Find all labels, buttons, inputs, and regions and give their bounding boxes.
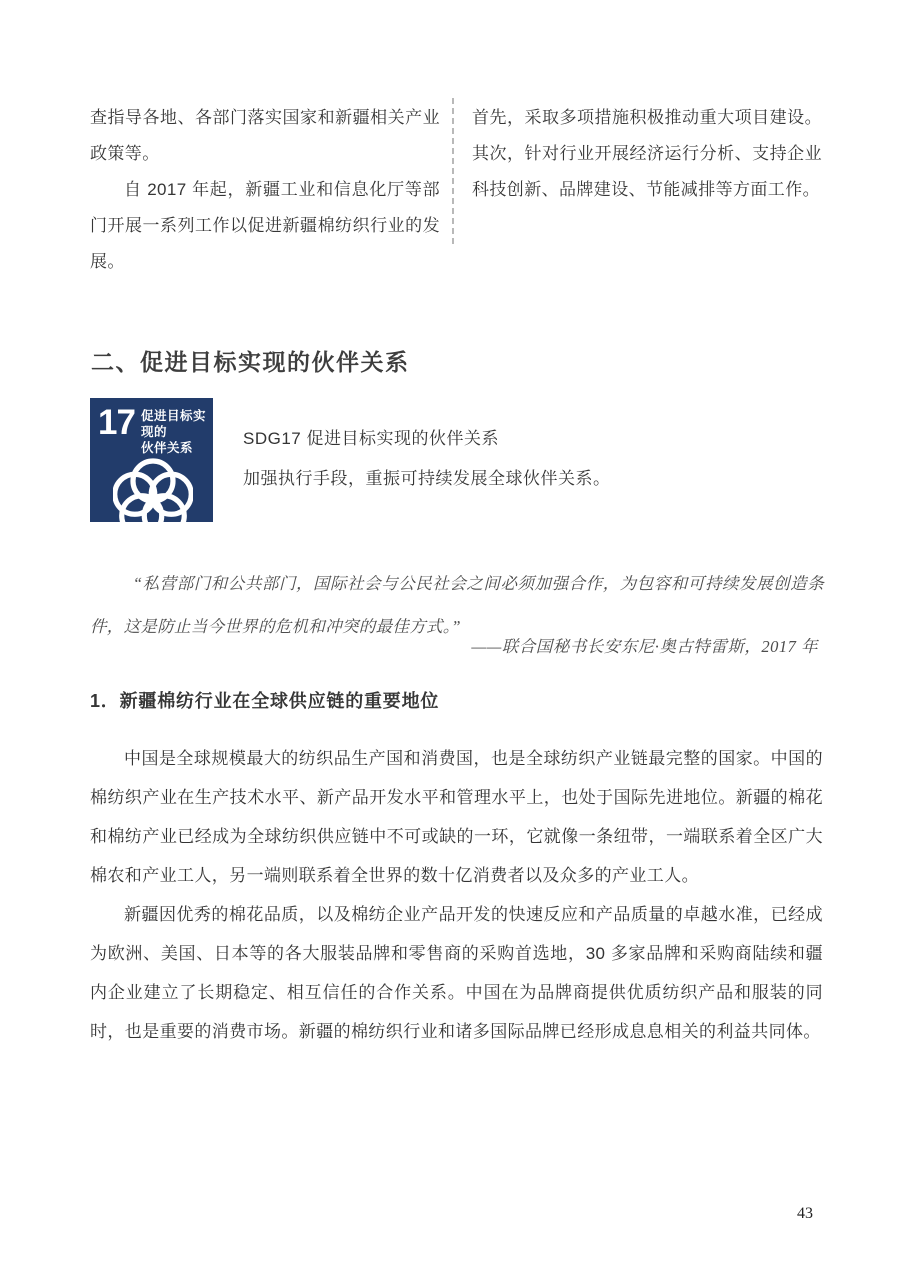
right-column-paragraph-1: 首先，采取多项措施积极推动重大项目建设。其次，针对行业开展经济运行分析、支持企业科技创新、品牌建设、节能减排等方面工作。 xyxy=(472,108,822,199)
subsection-body xyxy=(90,739,823,1051)
sdg17-badge-header xyxy=(98,405,208,456)
section-heading: 二、促进目标实现的伙伴关系 xyxy=(91,349,410,375)
top-right-column xyxy=(472,100,822,208)
page-number: 43 xyxy=(797,1205,813,1222)
left-column-paragraph-1: 查指导各地、各部门落实国家和新疆相关产业政策等。 xyxy=(90,108,440,163)
body-paragraph-1: 中国是全球规模最大的纺织品生产国和消费国，也是全球纺织产业链最完整的国家。中国的棉纺织产业在生产技术水平、新产品开发水平和管理水平上，也处于国际先进地位。新疆的棉花和棉纺产业已经成为全球纺织供应链中不可或缺的一环，它就像一条纽带，一端联系着全区广大棉农和产业工人，另一端则联系着全世界的数十亿消费者以及众多的产业工人。 xyxy=(90,749,823,885)
quote-attribution: ——联合国秘书长安东尼·奥古特雷斯，2017 年 xyxy=(471,637,818,656)
quote-text: “私营部门和公共部门，国际社会与公民社会之间必须加强合作，为包容和可持续发展创造条件，这是防止当今世界的危机和冲突的最佳方式。” xyxy=(90,574,824,636)
sdg17-badge xyxy=(90,398,213,522)
left-column-paragraph-2: 自 2017 年起，新疆工业和信息化厅等部门开展一系列工作以促进新疆棉纺织行业的发展。 xyxy=(90,180,440,271)
sdg17-interlocking-circles-icon xyxy=(113,457,193,537)
sdg17-number: 17 xyxy=(98,403,135,442)
top-left-column xyxy=(90,100,440,280)
sdg17-badge-label-line1: 促进目标实现的 xyxy=(140,409,206,439)
sdg17-badge-label-line2: 伙伴关系 xyxy=(140,441,193,455)
sdg17-title: SDG17 促进目标实现的伙伴关系 xyxy=(243,429,499,448)
sdg17-subtitle: 加强执行手段，重振可持续发展全球伙伴关系。 xyxy=(243,469,611,488)
body-paragraph-2: 新疆因优秀的棉花品质，以及棉纺企业产品开发的快速反应和产品质量的卓越水准，已经成为欧洲、美国、日本等的各大服装品牌和零售商的采购首选地，30 多家品牌和采购商陆续和疆内企业建立了长期稳定、相互信任的合作关系。中国在为品牌商提供优质纺织产品和服装的同时，也是重要的消费市场。新疆的棉纺织行业和诸多国际品牌已经形成息息相关的利益共同体。 xyxy=(90,905,823,1041)
sdg17-caption xyxy=(243,427,723,507)
subsection-heading: 1．新疆棉纺行业在全球供应链的重要地位 xyxy=(90,691,440,711)
column-divider-dashed-line xyxy=(452,98,454,244)
sdg17-badge-label xyxy=(141,405,208,456)
